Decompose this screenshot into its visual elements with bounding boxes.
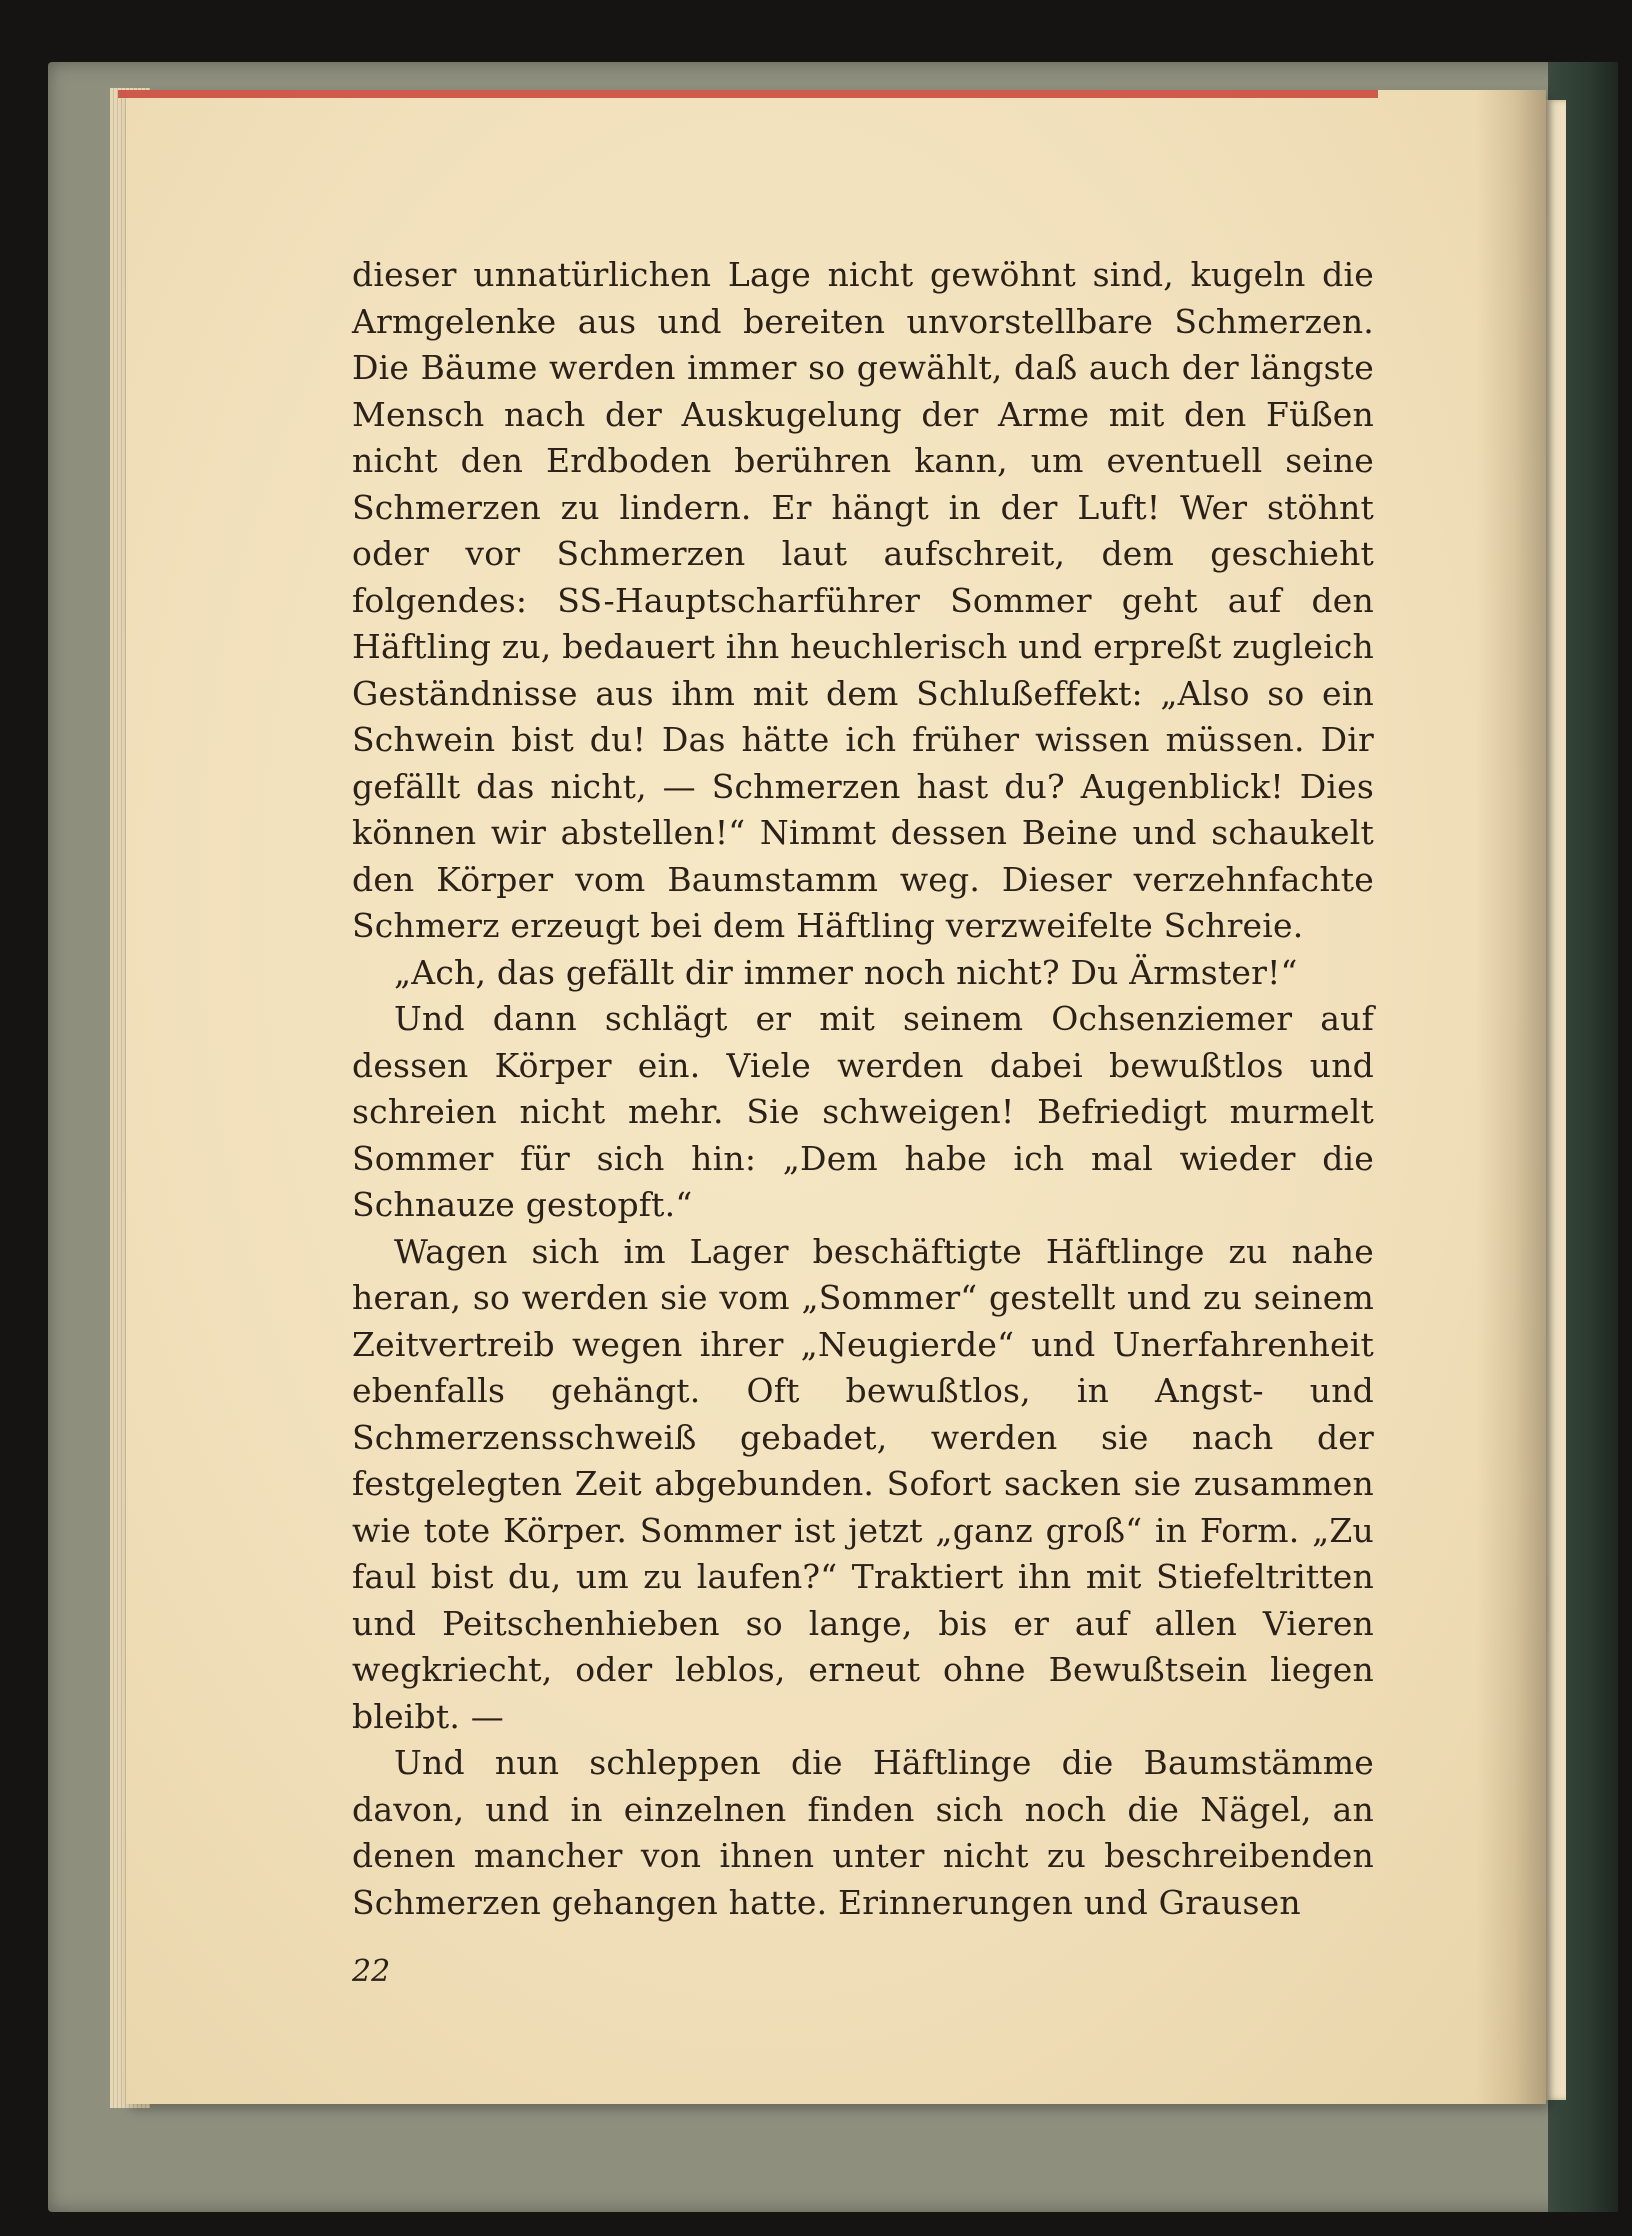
- paragraph-4: Wagen sich im Lager beschäftigte Häftlinge zu nahe heran, so werden sie vom „Sommer“ gestellt und zu seinem Zeitvertreib wegen ihrer „Neugierde“ und Unerfahrenheit ebenfalls gehängt. Oft bewußtlos, in Angst- und Schmerzensschweiß gebadet, werden sie nach der festgelegten Zeit abgebunden. Sofort sacken sie zusammen wie tote Körper. Sommer ist jetzt „ganz groß“ in Form. „Zu faul bist du, um zu laufen?“ Traktiert ihn mit Stiefeltritten und Peitschenhieben so lange, bis er auf allen Vieren wegkriecht, oder leblos, erneut ohne Bewußtsein liegen bleibt. —: [352, 1231, 1374, 1736]
- page-top-red-edge: [118, 90, 1378, 98]
- paragraph-3: Und dann schlägt er mit seinem Ochsenziemer auf dessen Körper ein. Viele werden dabei bewußtlos und schreien nicht mehr. Sie schweigen! Befriedigt murmelt Sommer für sich hin: „Dem habe ich mal wieder die Schnauze gestopft.“: [352, 999, 1374, 1224]
- page-number: 22: [352, 1954, 391, 1989]
- paragraph-1: dieser unnatürlichen Lage nicht gewöhnt sind, kugeln die Armgelenke aus und bereiten unvorstellbare Schmerzen. Die Bäume werden immer so gewählt, daß auch der längste Mensch nach der Auskugelung der Arme mit den Füßen nicht den Erdboden berühren kann, um eventuell seine Schmerzen zu lindern. Er hängt in der Luft! Wer stöhnt oder vor Schmerzen laut aufschreit, dem geschieht folgendes: SS-Hauptscharführer Sommer geht auf den Häftling zu, bedauert ihn heuchlerisch und erpreßt zugleich Geständnisse aus ihm mit dem Schlußeffekt: „Also so ein Schwein bist du! Das hätte ich früher wissen müssen. Dir gefällt das nicht, — Schmerzen hast du? Augenblick! Dies können wir abstellen!“ Nimmt dessen Beine und schaukelt den Körper vom Baumstamm weg. Dieser verzehnfachte Schmerz erzeugt bei dem Häftling verzweifelte Schreie.: [352, 255, 1374, 945]
- page-gutter-shadow: [1476, 90, 1546, 2104]
- facing-page-edge: [1546, 100, 1566, 2100]
- page-body-text: [352, 252, 1374, 1926]
- paragraph-2: „Ach, das gefällt dir immer noch nicht? Du Ärmster!“: [394, 952, 1298, 992]
- paragraph-5: Und nun schleppen die Häftlinge die Baumstämme davon, und in einzelnen finden sich noch die Nägel, an denen mancher von ihnen unter nicht zu beschreibenden Schmerzen gehangen hatte. Erinnerungen und Grausen: [352, 1743, 1374, 1922]
